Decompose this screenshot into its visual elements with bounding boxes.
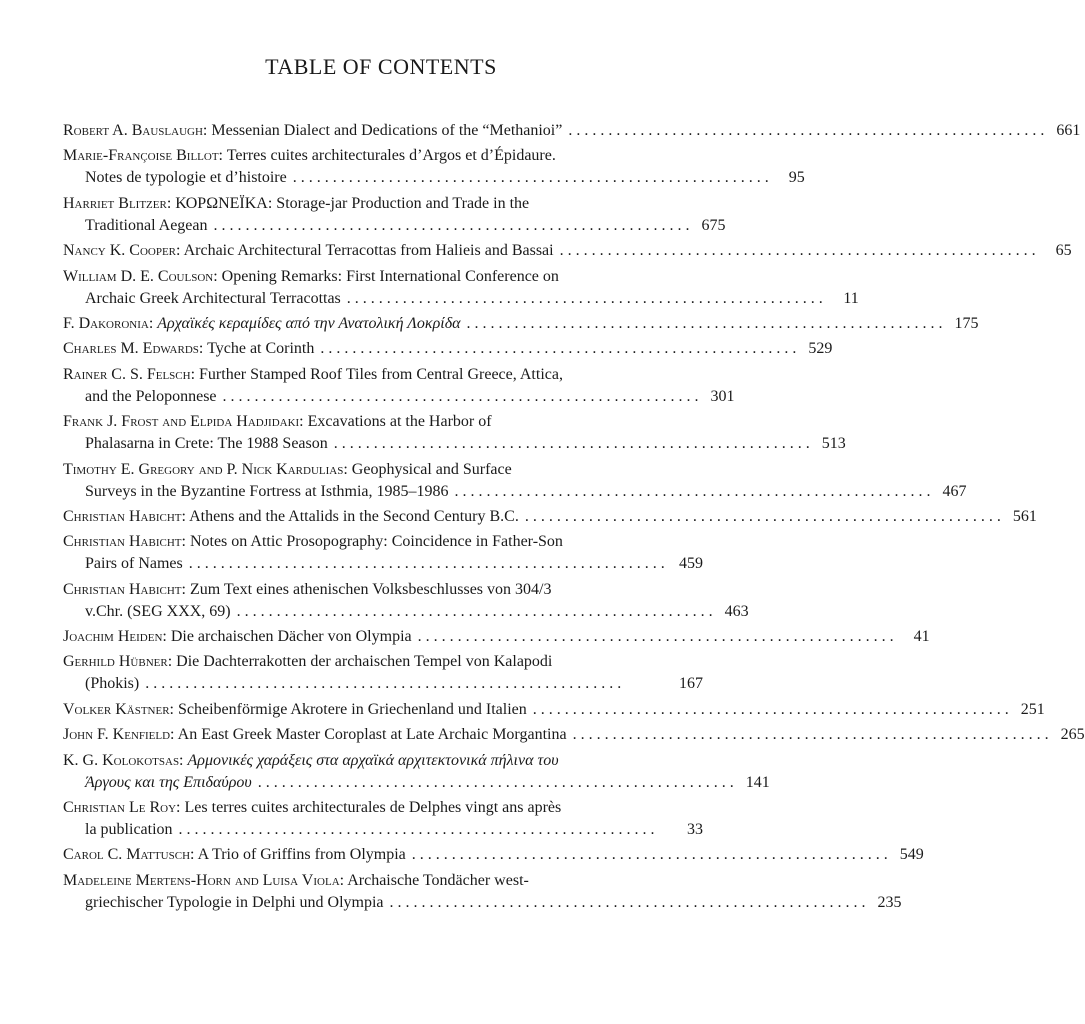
toc-author: William D. E. Coulson: <box>63 267 218 285</box>
toc-entry-line <box>63 750 703 772</box>
leader-dots: . . . . . . . . . . . . . . . . . . . . . . . . . . . . . . . . . . . . . . . . . . . . . . . . . . . . . . . . . . . . <box>236 602 713 620</box>
toc-page-number: 301 <box>710 387 735 405</box>
toc-title: Tyche at Corinth <box>207 340 315 358</box>
toc-page-number: 175 <box>954 314 979 332</box>
toc-entry-text <box>85 481 449 503</box>
toc-entry-text <box>85 819 173 841</box>
toc-title: and the Peloponnese <box>85 387 217 405</box>
leader-dots: . . . . . . . . . . . . . . . . . . . . . . . . . . . . . . . . . . . . . . . . . . . . . . . . . . . . . . . . . . . . <box>188 555 665 573</box>
toc-author: John F. Kenfield: <box>63 726 175 744</box>
toc-entry-text <box>63 699 527 721</box>
toc-title: Notes on Attic Prosopography: Coincidence in Father-Son <box>189 533 563 551</box>
leader-dots: . . . . . . . . . . . . . . . . . . . . . . . . . . . . . . . . . . . . . . . . . . . . . . . . . . . . . . . . . . . . <box>568 122 1045 139</box>
toc-entry-line <box>63 626 930 648</box>
toc-title: la publication <box>85 821 173 839</box>
toc-title: Traditional Aegean <box>85 216 208 234</box>
leader-dots: . . . . . . . . . . . . . . . . . . . . . . . . . . . . . . . . . . . . . . . . . . . . . . . . . . . . . . . . . . . . <box>222 387 699 405</box>
toc-entry-line <box>63 338 833 360</box>
toc-entry-line <box>63 433 846 455</box>
toc-author: Frank J. Frost and Elpida Hadjidaki: <box>63 413 304 431</box>
leader-dots: . . . . . . . . . . . . . . . . . . . . . . . . . . . . . . . . . . . . . . . . . . . . . . . . . . . . . . . . . . . . <box>346 289 823 307</box>
toc-page-number: 41 <box>913 628 930 646</box>
toc-entry[interactable] <box>63 240 1072 262</box>
leader-dots: . . . . . . . . . . . . . . . . . . . . . . . . . . . . . . . . . . . . . . . . . . . . . . . . . . . . . . . . . . . . <box>292 169 769 187</box>
toc-page-number: 95 <box>788 169 805 187</box>
toc-page-number: 463 <box>724 602 749 620</box>
toc-author: Christian Habicht: <box>63 580 186 598</box>
leader-dots: . . . . . . . . . . . . . . . . . . . . . . . . . . . . . . . . . . . . . . . . . . . . . . . . . . . . . . . . . . . . <box>320 340 797 358</box>
toc-entry-line <box>63 819 703 841</box>
toc-title: Archaic Architectural Terracottas from Halieis and Bassai <box>183 242 554 260</box>
toc-entry[interactable] <box>63 145 805 189</box>
toc-entry-line <box>63 364 703 386</box>
toc-title: v.Chr. (SEG XXX, 69) <box>85 602 231 620</box>
toc-page-number: 459 <box>679 555 703 573</box>
toc-entry-text <box>85 433 328 455</box>
toc-entry-line <box>63 797 703 819</box>
leader-dots: . . . . . . . . . . . . . . . . . . . . . . . . . . . . . . . . . . . . . . . . . . . . . . . . . . . . . . . . . . . . <box>333 435 810 453</box>
toc-author: Robert A. Bauslaugh: <box>63 122 208 139</box>
toc-title: Surveys in the Byzantine Fortress at Isthmia, 1985–1986 <box>85 482 449 500</box>
toc-page-number: 11 <box>843 289 859 307</box>
toc-title: Opening Remarks: First International Conference on <box>221 267 559 285</box>
toc-title: Αρχαϊκές κεραμίδες από την Ανατολική Λοκρίδα <box>157 314 461 332</box>
toc-author: Harriet Blitzer: <box>63 194 172 212</box>
toc-entry-line <box>63 553 703 575</box>
toc-entry[interactable] <box>63 579 749 623</box>
toc-title: Excavations at the Harbor of <box>307 413 492 431</box>
toc-page-number: 251 <box>1020 700 1045 718</box>
leader-dots: . . . . . . . . . . . . . . . . . . . . . . . . . . . . . . . . . . . . . . . . . . . . . . . . . . . . . . . . . . . . <box>454 482 931 500</box>
toc-entry-line <box>63 699 1045 721</box>
toc-entry-line <box>63 481 967 503</box>
toc-page-number: 549 <box>899 846 924 864</box>
toc-author: Nancy K. Cooper: <box>63 242 181 260</box>
toc-entry-line <box>63 506 1037 528</box>
toc-entry-text <box>85 601 231 623</box>
toc-entry[interactable] <box>63 797 703 841</box>
toc-entry[interactable] <box>63 364 735 408</box>
toc-author: F. Dakoronia: <box>63 314 154 332</box>
toc-entry-line <box>63 145 703 167</box>
leader-dots: . . . . . . . . . . . . . . . . . . . . . . . . . . . . . . . . . . . . . . . . . . . . . . . . . . . . . . . . . . . . <box>466 314 943 332</box>
toc-author: Joachim Heiden: <box>63 628 167 646</box>
toc-title: Archaic Greek Architectural Terracottas <box>85 289 341 307</box>
toc-entry-text <box>85 892 384 914</box>
toc-entry-line <box>63 651 703 673</box>
toc-entry[interactable] <box>63 531 703 575</box>
toc-title: Les terres cuites architecturales de Delphes vingt ans après <box>184 799 562 817</box>
toc-author: Volker Kästner: <box>63 700 174 718</box>
toc-entry-text <box>63 120 562 142</box>
toc-title: griechischer Typologie in Delphi und Olympia <box>85 893 384 911</box>
toc-entry[interactable] <box>63 411 846 455</box>
toc-author: Carol C. Mattusch: <box>63 846 195 864</box>
toc-title: Pairs of Names <box>85 555 183 573</box>
toc-entry[interactable] <box>63 266 859 310</box>
toc-entry-line <box>63 411 703 433</box>
toc-entry-text <box>63 240 554 262</box>
toc-entry[interactable] <box>63 750 770 794</box>
toc-title: Αρμονικές χαράξεις στα αρχαϊκά αρχιτεκτονικά πήλινα του <box>187 751 559 769</box>
toc-page-number: 661 <box>1056 122 1081 139</box>
toc-entry[interactable] <box>63 844 924 866</box>
toc-title: Scheibenförmige Akrotere in Griechenland und Italien <box>178 700 527 718</box>
toc-page-number: 265 <box>1060 726 1085 744</box>
toc-entry-line <box>63 288 859 310</box>
toc-title: Further Stamped Roof Tiles from Central Greece, Attica, <box>199 365 563 383</box>
leader-dots: . . . . . . . . . . . . . . . . . . . . . . . . . . . . . . . . . . . . . . . . . . . . . . . . . . . . . . . . . . . . <box>559 242 1036 260</box>
toc-entry-text <box>85 553 183 575</box>
toc-title: Die archaischen Dächer von Olympia <box>170 628 412 646</box>
toc-title: Die Dachterrakotten der archaischen Tempel von Kalapodi <box>176 653 553 671</box>
toc-entry[interactable] <box>63 626 930 648</box>
toc-page-number: 529 <box>808 340 833 358</box>
toc-author: Gerhild Hübner: <box>63 653 173 671</box>
toc-author: Timothy E. Gregory and P. Nick Kardulias: <box>63 460 348 478</box>
toc-page-number: 467 <box>942 482 967 500</box>
toc-title: Άργους και της Επιδαύρου <box>85 773 252 791</box>
toc-entry-line <box>63 266 703 288</box>
table-of-contents <box>63 120 1085 917</box>
toc-entry-text <box>85 215 208 237</box>
toc-author: Rainer C. S. Felsch: <box>63 365 196 383</box>
toc-entry-line <box>63 724 1085 746</box>
toc-page-number: 675 <box>701 216 726 234</box>
toc-entry-line <box>63 459 703 481</box>
leader-dots: . . . . . . . . . . . . . . . . . . . . . . . . . . . . . . . . . . . . . . . . . . . . . . . . . . . . . . . . . . . . <box>532 700 1009 718</box>
toc-entry-line <box>63 892 902 914</box>
toc-title: A Trio of Griffins from Olympia <box>197 846 406 864</box>
toc-entry-line <box>63 870 703 892</box>
leader-dots: . . . . . . . . . . . . . . . . . . . . . . . . . . . . . . . . . . . . . . . . . . . . . . . . . . . . . . . . . . . . <box>145 675 622 693</box>
toc-page-number: 141 <box>745 773 770 791</box>
toc-entry[interactable] <box>63 506 1037 528</box>
toc-title: An East Greek Master Coroplast at Late Archaic Morgantina <box>177 726 567 744</box>
toc-entry-text <box>63 338 314 360</box>
leader-dots: . . . . . . . . . . . . . . . . . . . . . . . . . . . . . . . . . . . . . . . . . . . . . . . . . . . . . . . . . . . . <box>257 773 734 791</box>
toc-entry-line <box>63 844 924 866</box>
toc-entry-text <box>85 288 341 310</box>
page-title: TABLE OF CONTENTS <box>265 54 497 79</box>
toc-entry[interactable] <box>63 651 703 695</box>
toc-author: Christian Le Roy: <box>63 799 181 817</box>
toc-entry-text <box>85 673 139 695</box>
toc-entry[interactable] <box>63 120 1081 142</box>
leader-dots: . . . . . . . . . . . . . . . . . . . . . . . . . . . . . . . . . . . . . . . . . . . . . . . . . . . . . . . . . . . . <box>524 507 1001 525</box>
toc-page-number: 167 <box>679 675 703 693</box>
toc-entry-line <box>63 167 805 189</box>
toc-entry-line <box>63 215 726 237</box>
toc-page-number: 235 <box>877 893 902 911</box>
toc-title: (Phokis) <box>85 675 140 693</box>
toc-entry[interactable] <box>63 338 833 360</box>
leader-dots: . . . . . . . . . . . . . . . . . . . . . . . . . . . . . . . . . . . . . . . . . . . . . . . . . . . . . . . . . . . . <box>178 821 655 839</box>
toc-entry-text <box>63 313 461 335</box>
toc-entry[interactable] <box>63 459 967 503</box>
toc-title: Archaische Tondächer west- <box>347 871 529 889</box>
toc-title: Phalasarna in Crete: The 1988 Season <box>85 435 328 453</box>
toc-entry-line <box>63 120 1081 142</box>
toc-entry-line <box>63 531 703 553</box>
toc-title: Zum Text eines athenischen Volksbeschlusses von 304/3 <box>189 580 552 598</box>
toc-page-number: 513 <box>821 435 846 453</box>
leader-dots: . . . . . . . . . . . . . . . . . . . . . . . . . . . . . . . . . . . . . . . . . . . . . . . . . . . . . . . . . . . . <box>389 893 866 911</box>
toc-entry-text <box>63 506 519 528</box>
toc-entry-text <box>85 167 287 189</box>
leader-dots: . . . . . . . . . . . . . . . . . . . . . . . . . . . . . . . . . . . . . . . . . . . . . . . . . . . . . . . . . . . . <box>411 846 888 864</box>
toc-title: Geophysical and Surface <box>351 460 512 478</box>
toc-author: Charles M. Edwards: <box>63 340 204 358</box>
toc-author: Madeleine Mertens-Horn and Luisa Viola: <box>63 871 345 889</box>
toc-entry-line <box>63 579 703 601</box>
toc-entry-line <box>63 313 979 335</box>
toc-author: Christian Habicht: <box>63 533 186 551</box>
toc-entry-text <box>63 626 412 648</box>
toc-title: Notes de typologie et d’histoire <box>85 169 287 187</box>
toc-entry-line <box>63 772 770 794</box>
toc-entry-line <box>63 386 735 408</box>
leader-dots: . . . . . . . . . . . . . . . . . . . . . . . . . . . . . . . . . . . . . . . . . . . . . . . . . . . . . . . . . . . . <box>417 628 894 646</box>
toc-entry[interactable] <box>63 724 1085 746</box>
toc-author: Marie-Françoise Billot: <box>63 147 224 165</box>
toc-entry-text <box>85 386 217 408</box>
toc-title: Athens and the Attalids in the Second Century B.C. <box>189 507 519 525</box>
toc-title: Messenian Dialect and Dedications of the “Methanioi” <box>211 122 563 139</box>
toc-entry[interactable] <box>63 699 1045 721</box>
toc-page-number: 33 <box>687 821 703 839</box>
toc-page-number: 65 <box>1055 242 1072 260</box>
leader-dots: . . . . . . . . . . . . . . . . . . . . . . . . . . . . . . . . . . . . . . . . . . . . . . . . . . . . . . . . . . . . <box>213 216 690 234</box>
toc-page-number: 561 <box>1012 507 1037 525</box>
leader-dots: . . . . . . . . . . . . . . . . . . . . . . . . . . . . . . . . . . . . . . . . . . . . . . . . . . . . . . . . . . . . <box>572 726 1049 744</box>
toc-entry-line <box>63 240 1072 262</box>
toc-author: K. G. Kolokotsas: <box>63 751 184 769</box>
toc-entry-text <box>63 724 567 746</box>
toc-title: Terres cuites architecturales d’Argos et d’Épidaure. <box>226 147 556 165</box>
toc-author: Christian Habicht: <box>63 507 186 525</box>
toc-entry-text <box>63 844 406 866</box>
toc-title: ΚΟΡΩΝΕΪΚΑ: Storage-jar Production and Trade in the <box>175 194 530 212</box>
toc-entry[interactable] <box>63 193 726 237</box>
toc-entry-line <box>63 673 703 695</box>
toc-entry-text <box>85 772 252 794</box>
toc-entry-line <box>63 601 749 623</box>
toc-entry[interactable] <box>63 870 902 914</box>
toc-entry-line <box>63 193 703 215</box>
toc-entry[interactable] <box>63 313 979 335</box>
